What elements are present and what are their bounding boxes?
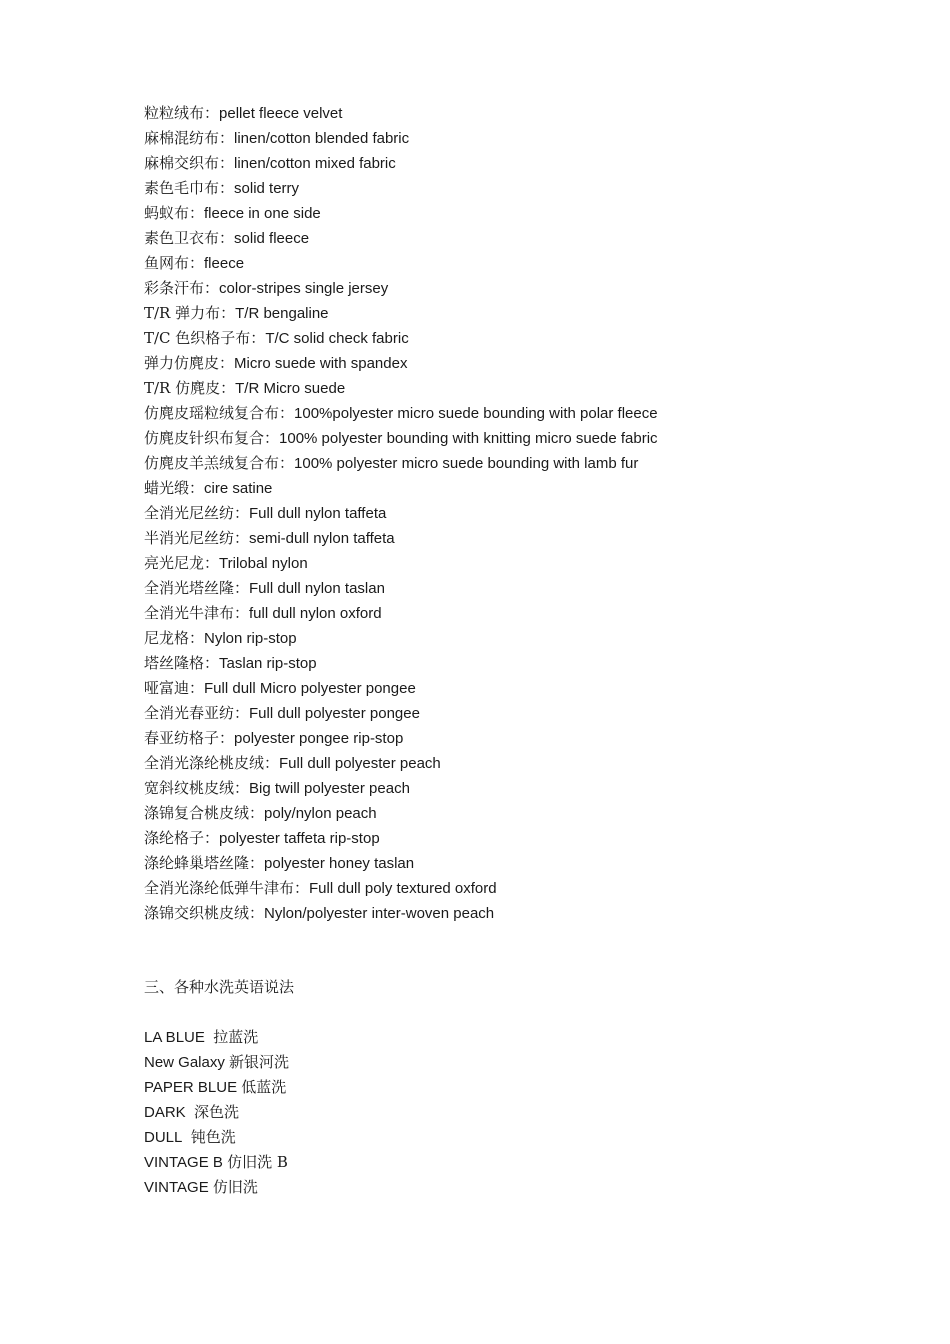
list-item: [144, 801, 844, 826]
list-item: [144, 301, 844, 326]
list-item: [144, 426, 844, 451]
list-item: [144, 376, 844, 401]
term-en: 100% polyester micro suede bounding with lamb fur: [294, 455, 639, 472]
term-en: T/R bengaline: [235, 305, 329, 322]
fabric-list: [144, 101, 844, 926]
list-item: [144, 876, 844, 901]
term-en: poly/nylon peach: [264, 805, 377, 822]
term-zh: 蚂蚁布：: [144, 204, 205, 222]
list-item: [144, 901, 844, 926]
list-item: [144, 401, 844, 426]
term-zh: T/R 弹力布：: [144, 304, 236, 322]
term-en: Full dull polyester peach: [279, 755, 441, 772]
term-en: Micro suede with spandex: [234, 355, 408, 372]
list-item: [144, 251, 844, 276]
list-item: [144, 351, 844, 376]
term-en: VINTAGE B: [144, 1154, 223, 1171]
list-item: [144, 1050, 844, 1075]
term-zh: 鱼网布：: [144, 254, 205, 272]
term-en: polyester honey taslan: [264, 855, 415, 872]
list-item: [144, 151, 844, 176]
list-item: [144, 601, 844, 626]
term-zh: 麻棉交织布：: [144, 154, 235, 172]
list-item: [144, 1025, 844, 1050]
term-en: semi-dull nylon taffeta: [249, 530, 395, 547]
term-en: Taslan rip-stop: [219, 655, 317, 672]
list-item: [144, 451, 844, 476]
term-en: Nylon/polyester inter-woven peach: [264, 905, 495, 922]
term-zh: 钝色洗: [190, 1128, 236, 1146]
term-en: LA BLUE: [144, 1029, 205, 1046]
list-item: [144, 1175, 844, 1200]
list-item: [144, 651, 844, 676]
term-zh: 蜡光缎：: [144, 479, 205, 497]
term-en: DARK: [144, 1104, 186, 1121]
term-en: Full dull poly textured oxford: [309, 880, 497, 897]
term-zh: 涤锦复合桃皮绒：: [144, 804, 265, 822]
term-zh: 深色洗: [194, 1103, 240, 1121]
term-en: T/C solid check fabric: [265, 330, 409, 347]
term-en: polyester pongee rip-stop: [234, 730, 404, 747]
list-item: [144, 526, 844, 551]
spacer: [144, 1000, 844, 1025]
term-en: fleece: [204, 255, 245, 272]
list-item: [144, 551, 844, 576]
term-en: polyester taffeta rip-stop: [219, 830, 380, 847]
term-en: Full dull Micro polyester pongee: [204, 680, 416, 697]
list-item: [144, 1075, 844, 1100]
term-zh: 彩条汗布：: [144, 279, 220, 297]
term-zh: 全消光涤纶低弹牛津布：: [144, 879, 310, 897]
term-en: pellet fleece velvet: [219, 105, 343, 122]
term-en: full dull nylon oxford: [249, 605, 382, 622]
list-item: [144, 326, 844, 351]
term-en: solid fleece: [234, 230, 310, 247]
term-zh: T/C 色织格子布：: [144, 329, 266, 347]
list-item: [144, 101, 844, 126]
term-en: cire satine: [204, 480, 273, 497]
list-item: [144, 751, 844, 776]
list-item: [144, 1100, 844, 1125]
term-zh: 拉蓝洗: [213, 1028, 259, 1046]
term-zh: 仿旧洗 B: [227, 1153, 288, 1171]
term-en: solid terry: [234, 180, 300, 197]
term-en: Full dull nylon taslan: [249, 580, 385, 597]
spacer: [144, 926, 844, 975]
list-item: [144, 851, 844, 876]
term-zh: 全消光涤纶桃皮绒：: [144, 754, 280, 772]
list-item: [144, 776, 844, 801]
section-heading: 三、各种水洗英语说法: [144, 978, 295, 996]
term-zh: 涤纶格子：: [144, 829, 220, 847]
term-zh: 全消光牛津布：: [144, 604, 250, 622]
term-en: color-stripes single jersey: [219, 280, 389, 297]
list-item: [144, 1125, 844, 1150]
term-en: 100%polyester micro suede bounding with polar fleece: [294, 405, 658, 422]
term-en: Trilobal nylon: [219, 555, 308, 572]
term-zh: 亮光尼龙：: [144, 554, 220, 572]
list-item: [144, 826, 844, 851]
term-zh: 春亚纺格子：: [144, 729, 235, 747]
list-item: [144, 201, 844, 226]
term-zh: 全消光春亚纺：: [144, 704, 250, 722]
term-en: linen/cotton blended fabric: [234, 130, 410, 147]
term-en: Nylon rip-stop: [204, 630, 297, 647]
term-zh: 新银河洗: [229, 1053, 290, 1071]
list-item: [144, 701, 844, 726]
list-item: [144, 226, 844, 251]
term-en: VINTAGE: [144, 1179, 209, 1196]
term-zh: 仿旧洗: [212, 1178, 258, 1196]
list-item: [144, 676, 844, 701]
term-zh: 弹力仿麂皮：: [144, 354, 235, 372]
term-zh: 粒粒绒布：: [144, 104, 220, 122]
term-zh: 仿麂皮针织布复合：: [144, 429, 280, 447]
term-zh: 素色卫衣布：: [144, 229, 235, 247]
list-item: [144, 576, 844, 601]
term-zh: 半消光尼丝纺：: [144, 529, 250, 547]
term-zh: 涤锦交织桃皮绒：: [144, 904, 265, 922]
wash-list: [144, 1025, 844, 1200]
term-zh: 塔丝隆格：: [144, 654, 220, 672]
list-item: [144, 176, 844, 201]
term-en: T/R Micro suede: [235, 380, 346, 397]
term-en: New Galaxy: [144, 1054, 225, 1071]
term-zh: 哑富迪：: [144, 679, 205, 697]
term-en: Full dull nylon taffeta: [249, 505, 387, 522]
term-zh: 素色毛巾布：: [144, 179, 235, 197]
term-zh: T/R 仿麂皮：: [144, 379, 236, 397]
term-zh: 全消光尼丝纺：: [144, 504, 250, 522]
term-zh: 涤纶蜂巢塔丝隆：: [144, 854, 265, 872]
term-zh: 全消光塔丝隆：: [144, 579, 250, 597]
list-item: [144, 476, 844, 501]
list-item: [144, 126, 844, 151]
term-en: Full dull polyester pongee: [249, 705, 420, 722]
term-en: 100% polyester bounding with knitting micro suede fabric: [279, 430, 658, 447]
document-body: [144, 101, 844, 1200]
term-en: linen/cotton mixed fabric: [234, 155, 396, 172]
list-item: [144, 501, 844, 526]
list-item: [144, 626, 844, 651]
term-en: DULL: [144, 1129, 183, 1146]
term-en: Big twill polyester peach: [249, 780, 410, 797]
term-zh: 仿麂皮羊羔绒复合布：: [144, 454, 295, 472]
term-en: PAPER BLUE: [144, 1079, 238, 1096]
list-item: [144, 726, 844, 751]
term-zh: 麻棉混纺布：: [144, 129, 235, 147]
term-zh: 尼龙格：: [144, 629, 205, 647]
term-en: fleece in one side: [204, 205, 321, 222]
term-zh: 低蓝洗: [241, 1078, 287, 1096]
list-item: [144, 276, 844, 301]
term-zh: 仿麂皮瑶粒绒复合布：: [144, 404, 295, 422]
term-zh: 宽斜纹桃皮绒：: [144, 779, 250, 797]
list-item: [144, 1150, 844, 1175]
